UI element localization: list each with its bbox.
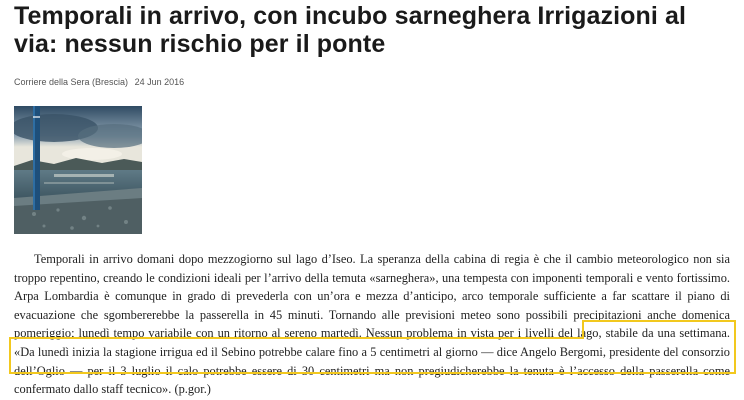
source-name: Corriere della Sera (Brescia) [14, 77, 129, 87]
byline [14, 77, 184, 87]
publish-date: 24 Jun 2016 [134, 77, 185, 87]
highlighted-quote: «Da lunedì inizia la stagione irrigua ed il Sebino potrebbe calare fino a 5 centimetri al giorno — dice Angelo Bergomi, presidente del consorzio dell’Oglio — per il 3 luglio il calo potrebbe essere di 30 centimetri ma non pregiudicherebbe la tenuta è l’accesso della passerella come confermato dallo staff tecnico». (p.gor.) [14, 344, 730, 397]
article-photo-lake [14, 106, 142, 234]
article-headline: Temporali in arrivo, con incubo sarneghera Irrigazioni al via: nessun rischio per il ponte [14, 2, 687, 58]
article-body-main: Temporali in arrivo domani dopo mezzogiorno sul lago d’Iseo. La speranza della cabina di regia è che il cambio meteorologico non sia troppo repentino, creando le condizioni ideali per l’arrivo della temuta «sarneghera», una tempesta con imponenti temporali e vento fortissimo. Arpa Lombardia è comunque in grado di prevederla con un’ora e mezza d’anticipo, arco temporale sufficiente a far scattare il piano di evacuazione che sgombererebbe la passerella in 45 minuti. Tornando alle previsioni meteo sono possibili precipitazioni anche domenica pomeriggio; lunedì tempo variabile con un ritorno al sereno martedì. Nessun problema in vista per i livelli del lago, stabile da una settimana. [14, 252, 730, 341]
article-body [14, 250, 730, 399]
